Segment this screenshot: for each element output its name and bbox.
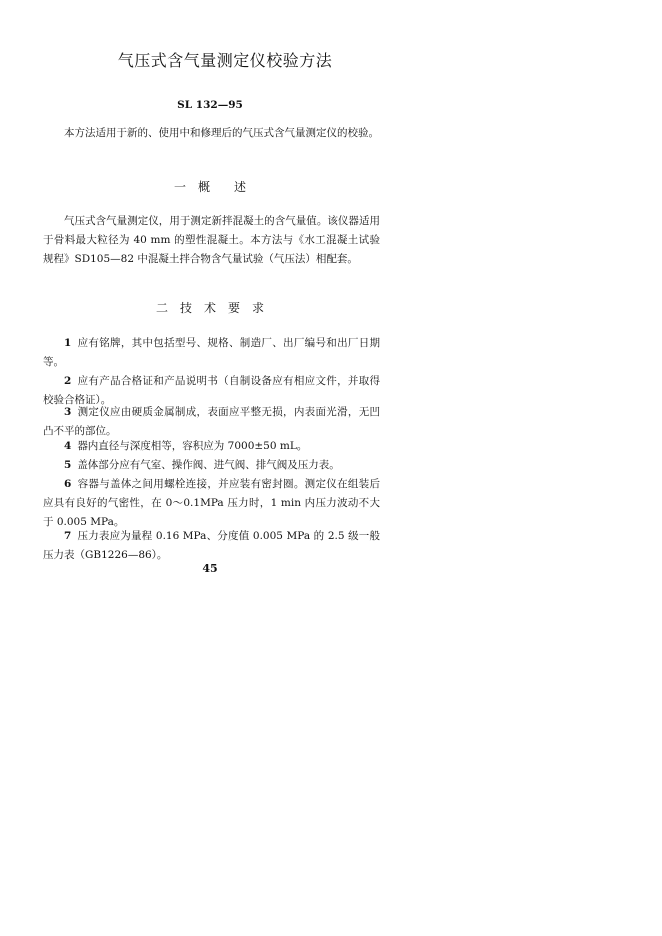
section-heading-technical-requirements: 二 技 术 要 求 [155, 301, 264, 315]
requirement-text: 应有产品合格证和产品说明书（自制设备应有相应文件，并取得校验合格证）。 [43, 375, 380, 406]
intro-paragraph: 本方法适用于新的、使用中和修理后的气压式含气量测定仪的校验。 [64, 127, 379, 139]
page-number: 45 [202, 562, 218, 575]
requirement-text: 测定仪应由硬质金属制成，表面应平整无损，内表面光滑，无凹凸不平的部位。 [43, 406, 380, 437]
overview-paragraph: 气压式含气量测定仪，用于测定新拌混凝土的含气量值。该仪器适用于骨料最大粒径为 40 mm 的塑性混凝土。本方法与《水工混凝土试验规程》SD105—82 中混凝土拌合物含气量试验（气压法）相配套。 [43, 215, 380, 265]
document-title: 气压式含气量测定仪校验方法 [117, 51, 333, 70]
requirement-text: 压力表应为量程 0.16 MPa、分度值 0.005 MPa 的 2.5 级一般压力表（GB1226—86）。 [43, 530, 380, 561]
section-heading-overview: 一 概 述 [173, 180, 246, 194]
requirement-text: 容器与盖体之间用螺栓连接，并应装有密封圈。测定仪在组装后应具有良好的气密性，在 0～0.1MPa 压力时，1 min 内压力波动不大于 0.005 MPa。 [43, 478, 380, 528]
requirement-item [43, 456, 380, 475]
requirement-number: 5 [64, 459, 72, 471]
requirement-number: 2 [64, 375, 72, 387]
standard-code: SL 132—95 [177, 99, 243, 111]
requirement-number: 6 [64, 478, 72, 490]
requirement-number: 1 [64, 337, 72, 349]
requirement-item [43, 475, 380, 532]
requirement-number: 7 [64, 530, 72, 542]
requirement-item [43, 403, 380, 441]
requirement-text: 盖体部分应有气室、操作阀、进气阀、排气阀及压力表。 [77, 459, 340, 471]
requirement-text: 应有铭牌，其中包括型号、规格、制造厂、出厂编号和出厂日期等。 [43, 337, 380, 368]
requirement-item [43, 437, 380, 456]
requirement-item [43, 334, 380, 372]
requirement-number: 4 [64, 440, 72, 452]
requirement-text: 器内直径与深度相等，容积应为 7000±50 mL。 [77, 440, 308, 452]
requirement-item [43, 527, 380, 565]
requirement-number: 3 [64, 406, 72, 418]
